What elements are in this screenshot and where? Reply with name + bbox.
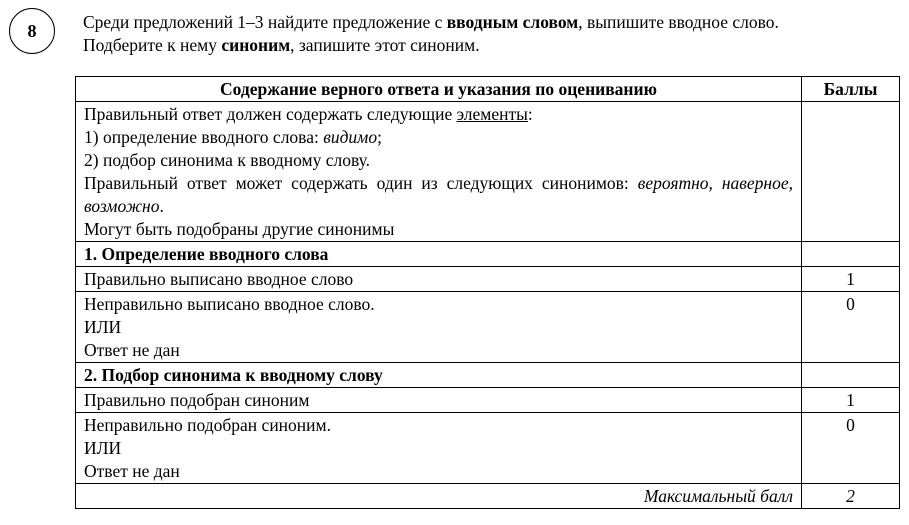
section1-wrong-row <box>76 292 900 363</box>
criteria-table <box>75 76 900 509</box>
section2-wrong <box>76 413 802 484</box>
section1-correct-row <box>76 267 900 292</box>
answer-points-empty <box>802 102 900 242</box>
task-header <box>0 0 909 70</box>
section1-row <box>76 242 900 267</box>
section1-title: 1. Определение вводного слова <box>76 242 802 267</box>
task-keyword-synonym: синоним <box>221 35 291 55</box>
section1-wrong-text: Неправильно выписано вводное слово. <box>84 294 375 314</box>
answer-text: : <box>527 104 533 124</box>
section2-none: Ответ не дан <box>84 461 180 481</box>
answer-text: Правильный ответ может содержать один из следующих синонимов: <box>84 173 638 193</box>
task-statement <box>83 11 898 57</box>
task-text-part: , запишите этот синоним. <box>290 35 480 55</box>
task-keyword-introductory: вводным словом <box>446 12 579 32</box>
section2-points-empty <box>802 363 900 388</box>
section2-wrong-text: Неправильно подобран синоним. <box>84 415 331 435</box>
task-text-part: Подберите к нему <box>83 35 222 55</box>
answer-underlined: элементы <box>456 104 528 124</box>
section1-or: ИЛИ <box>84 317 122 337</box>
section2-wrong-points: 0 <box>802 413 900 484</box>
section2-row <box>76 363 900 388</box>
answer-text: 1) определение вводного слова: <box>84 127 324 147</box>
answer-synonyms: вероятно, наверное, возможно <box>84 173 793 216</box>
answer-text: Могут быть подобраны другие синонимы <box>84 219 395 239</box>
section1-wrong-points: 0 <box>802 292 900 363</box>
answer-description <box>76 102 802 242</box>
table-header-row <box>76 77 900 102</box>
section1-wrong <box>76 292 802 363</box>
section2-or: ИЛИ <box>84 438 122 458</box>
task-text-part: , выпишите вводное слово. <box>578 12 779 32</box>
section2-correct-row <box>76 388 900 413</box>
section1-points-empty <box>802 242 900 267</box>
section2-correct-points: 1 <box>802 388 900 413</box>
task-text-part: Среди предложений 1–3 найдите предложение с <box>83 12 447 32</box>
section1-none: Ответ не дан <box>84 340 180 360</box>
answer-text: ; <box>377 127 382 147</box>
answer-word: видимо <box>323 127 378 147</box>
section2-correct: Правильно подобран синоним <box>76 388 802 413</box>
section1-correct: Правильно выписано вводное слово <box>76 267 802 292</box>
task-number-badge <box>9 8 55 54</box>
task-number: 8 <box>27 20 37 41</box>
section1-correct-points: 1 <box>802 267 900 292</box>
max-score-row <box>76 484 900 509</box>
answer-text: 2) подбор синонима к вводному слову. <box>84 150 371 170</box>
answer-row <box>76 102 900 242</box>
answer-text: Правильный ответ должен содержать следующие <box>84 104 457 124</box>
section2-wrong-row <box>76 413 900 484</box>
max-score-value: 2 <box>802 484 900 509</box>
answer-text: . <box>159 196 164 216</box>
section2-title: 2. Подбор синонима к вводному слову <box>76 363 802 388</box>
max-score-label: Максимальный балл <box>76 484 802 509</box>
header-content: Содержание верного ответа и указания по оцениванию <box>76 77 802 102</box>
header-points: Баллы <box>802 77 900 102</box>
